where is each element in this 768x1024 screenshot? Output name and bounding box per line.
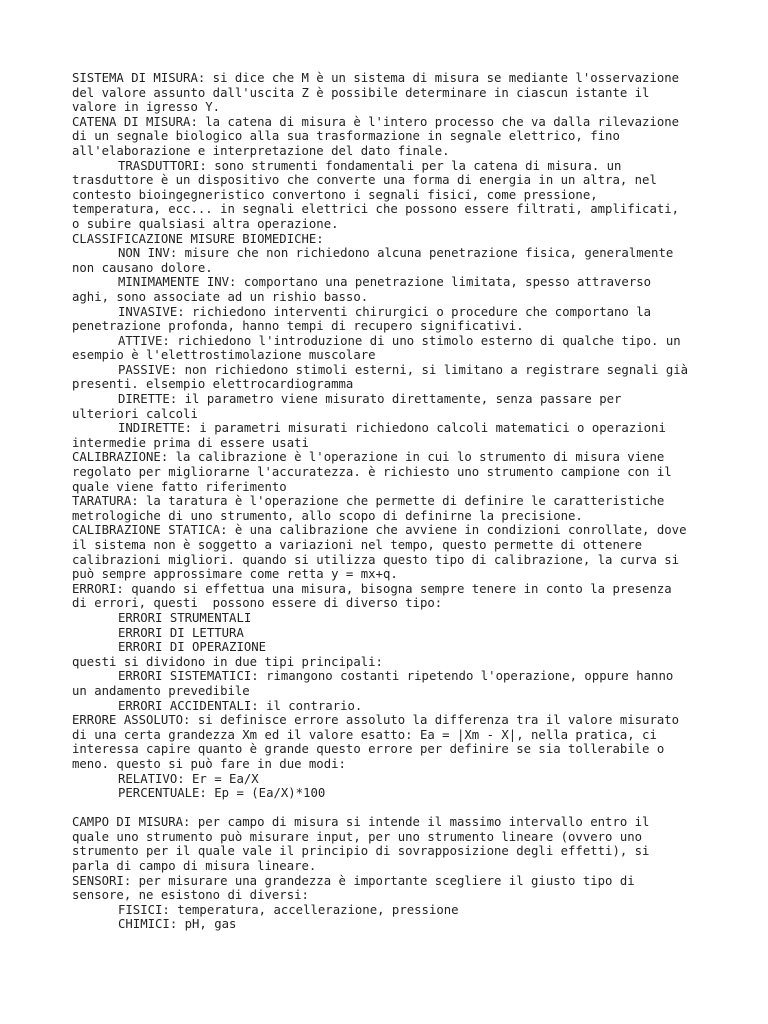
text-line: ulteriori calcoli: [72, 406, 198, 421]
text-line: INDIRETTE: i parametri misurati richiedono calcoli matematici o operazioni: [118, 421, 666, 436]
text-line: all'elaborazione e interpretazione del dato finale.: [72, 143, 450, 158]
text-line: CATENA DI MISURA: la catena di misura è l'intero processo che va dalla rilevazione: [72, 114, 680, 129]
text-line: ERRORI STRUMENTALI: [118, 610, 252, 625]
text-line: RELATIVO: Er = Ea/X: [118, 771, 259, 786]
text-line: strumento per il quale vale il principio di sovrapposizione degli effetti), si: [72, 844, 650, 859]
text-line: aghi, sono associate ad un rishio basso.: [72, 289, 369, 304]
text-line: di un segnale biologico alla sua trasformazione in segnale elettrico, fino: [72, 129, 620, 144]
text-line: calibrazioni migliori. quando si utilizza questo tipo di calibrazione, la curva si: [72, 552, 680, 567]
text-line: intermedie prima di essere usati: [72, 435, 309, 450]
text-line: TRASDUTTORI: sono strumenti fondamentali per la catena di misura. un: [118, 158, 622, 173]
text-line: interessa capire quanto è grande questo errore per definire se sia tollerabile o: [72, 742, 665, 757]
text-line: CALIBRAZIONE: la calibrazione è l'operazione in cui lo strumento di misura viene: [72, 450, 665, 465]
text-line: trasduttore è un dispositivo che converte una forma di energia in un altra, nel: [72, 173, 657, 188]
text-line: PERCENTUALE: Ep = (Ea/X)*100: [118, 786, 326, 801]
text-line: PASSIVE: non richiedono stimoli esterni, si limitano a registrare segnali già: [118, 362, 689, 377]
document-page: [72, 71, 732, 932]
text-line: quale uno strumento può misurare input, per uno strumento lineare (ovvero uno: [72, 829, 643, 844]
text-line: ERRORI: quando si effettua una misura, bisogna sempre tenere in conto la presenza: [72, 581, 672, 596]
text-line: CALIBRAZIONE STATICA: è una calibrazione che avviene in condizioni conrollate, dove: [72, 523, 687, 538]
text-line: ERRORI SISTEMATICI: rimangono costanti ripetendo l'operazione, oppure hanno: [118, 669, 674, 684]
text-line: di una certa grandezza Xm ed il valore esatto: Ea = |Xm - X|, nella pratica, ci: [72, 727, 657, 742]
text-line: TARATURA: la taratura è l'operazione che permette di definire le caratteristiche: [72, 494, 665, 509]
text-line: di errori, questi possono essere di diverso tipo:: [72, 596, 443, 611]
text-line: contesto bioingegneristico convertono i segnali fisici, come pressione,: [72, 187, 598, 202]
text-line: il sistema non è soggetto a variazioni nel tempo, questo permette di ottenere: [72, 538, 643, 552]
text-line: un andamento prevedibile: [72, 683, 250, 698]
text-line: meno. questo si può fare in due modi:: [72, 756, 346, 771]
text-line: ERRORI DI OPERAZIONE: [118, 640, 267, 655]
text-line: questi si dividono in due tipi principali:: [72, 654, 383, 669]
text-line: INVASIVE: richiedono interventi chirurgici o procedure che comportano la: [118, 304, 652, 319]
text-line: NON INV: misure che non richiedono alcuna penetrazione fisica, generalmente: [118, 246, 674, 261]
text-line: FISICI: temperatura, accellerazione, pressione: [118, 902, 459, 917]
text-line: CAMPO DI MISURA: per campo di misura si intende il massimo intervallo entro il: [72, 815, 650, 830]
text-line: può sempre approssimare come retta y = mx+q.: [72, 567, 398, 582]
text-line: SENSORI: per misurare una grandezza è importante scegliere il giusto tipo di: [72, 873, 635, 888]
text-line: quale viene fatto riferimento: [72, 479, 287, 494]
text-line: esempio è l'elettrostimolazione muscolare: [72, 348, 376, 363]
text-line: valore in igresso Y.: [72, 100, 221, 115]
text-line: regolato per migliorarne l'accuratezza. è richiesto uno strumento campione con il: [72, 465, 672, 480]
text-line: ERRORI DI LETTURA: [118, 625, 244, 640]
text-line: penetrazione profonda, hanno tempi di recupero significativi.: [72, 319, 524, 334]
text-line: o subire qualsiasi altra operazione.: [72, 216, 339, 231]
text-line: ERRORI ACCIDENTALI: il contrario.: [118, 698, 363, 713]
text-line: MINIMAMENTE INV: comportano una penetrazione limitata, spesso attraverso: [118, 275, 652, 290]
text-line: non causano dolore.: [72, 260, 213, 275]
text-line: ERRORE ASSOLUTO: si definisce errore assoluto la differenza tra il valore misurato: [72, 713, 680, 728]
text-line: CHIMICI: pH, gas: [118, 917, 237, 932]
text-line: CLASSIFICAZIONE MISURE BIOMEDICHE:: [72, 231, 324, 246]
text-line: SISTEMA DI MISURA: si dice che M è un sistema di misura se mediante l'osservazione: [72, 71, 680, 85]
text-line: DIRETTE: il parametro viene misurato direttamente, senza passare per: [118, 392, 622, 407]
text-line: ATTIVE: richiedono l'introduzione di uno stimolo esterno di qualche tipo. un: [118, 333, 681, 348]
text-line: metrologiche di uno strumento, allo scopo di definirne la precisione.: [72, 508, 583, 523]
text-line: temperatura, ecc... in segnali elettrici che possono essere filtrati, amplificati,: [72, 202, 680, 217]
text-line: parla di campo di misura lineare.: [72, 859, 317, 874]
text-line: sensore, ne esistono di diversi:: [72, 888, 309, 903]
blank-line: [72, 801, 732, 816]
text-line: del valore assunto dall'uscita Z è possibile determinare in ciascun istante il: [72, 85, 650, 100]
text-line: presenti. elsempio elettrocardiogramma: [72, 377, 354, 392]
